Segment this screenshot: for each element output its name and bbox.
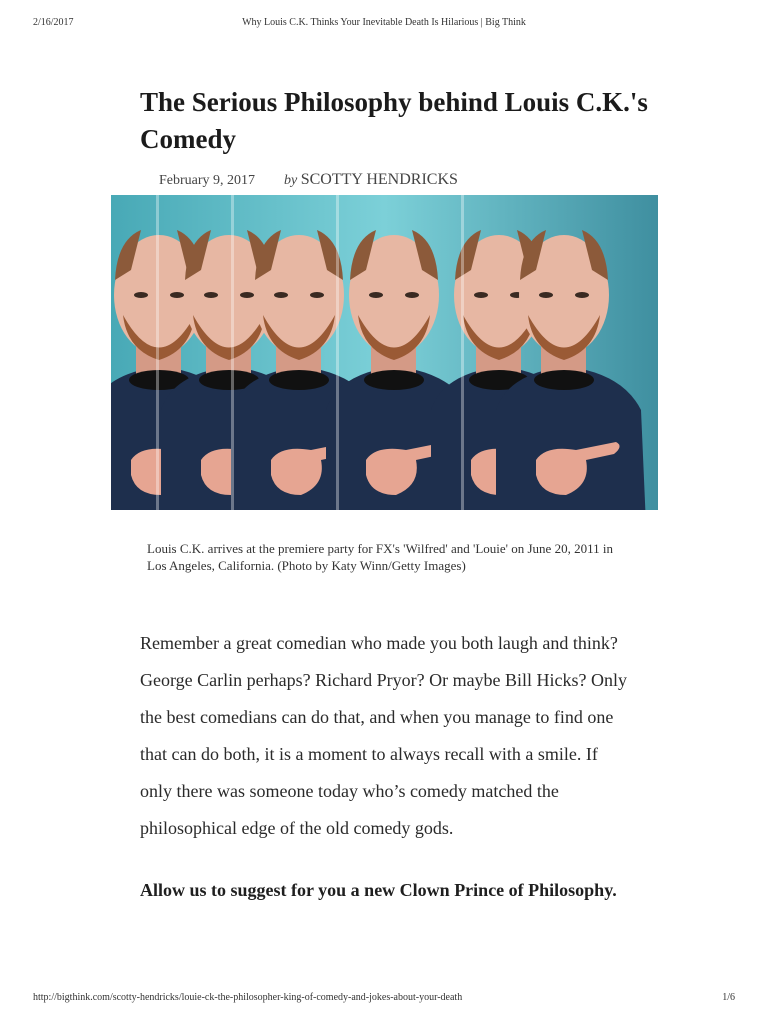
bold-paragraph: Allow us to suggest for you a new Clown Prince of Philosophy. (140, 880, 617, 900)
by-prefix: by (284, 173, 298, 188)
author-link[interactable]: SCOTTY HENDRICKS (300, 171, 458, 188)
publish-date: February 9, 2017 (159, 173, 256, 188)
article-headline: The Serious Philosophy behind Louis C.K.'s Comedy (140, 87, 648, 154)
image-caption: Louis C.K. arrives at the premiere party for FX's 'Wilfred' and 'Louie' on June 20, 2011 in Los Angeles, California. (Photo by Katy Winn/Getty Images) (147, 541, 613, 573)
print-date: 2/16/2017 (33, 17, 74, 28)
page-number: 1/6 (722, 992, 735, 1003)
hero-photo-illustration (111, 195, 658, 510)
hero-image (111, 195, 658, 510)
article-body (140, 625, 630, 909)
print-page-title: Why Louis C.K. Thinks Your Inevitable Death Is Hilarious | Big Think (242, 17, 526, 28)
author-byline (284, 171, 458, 189)
page-url: http://bigthink.com/scotty-hendricks/louie-ck-the-philosopher-king-of-comedy-and-jokes-about-your-death (33, 992, 463, 1003)
paragraph: Remember a great comedian who made you both laugh and think? George Carlin perhaps? Richard Pryor? Or maybe Bill Hicks? Only the best comedians can do that, and when you manage to find one that can do both, it is a moment to always recall with a smile. If only there was someone today who’s comedy matched the philosophical edge of the old comedy gods. (140, 633, 628, 838)
